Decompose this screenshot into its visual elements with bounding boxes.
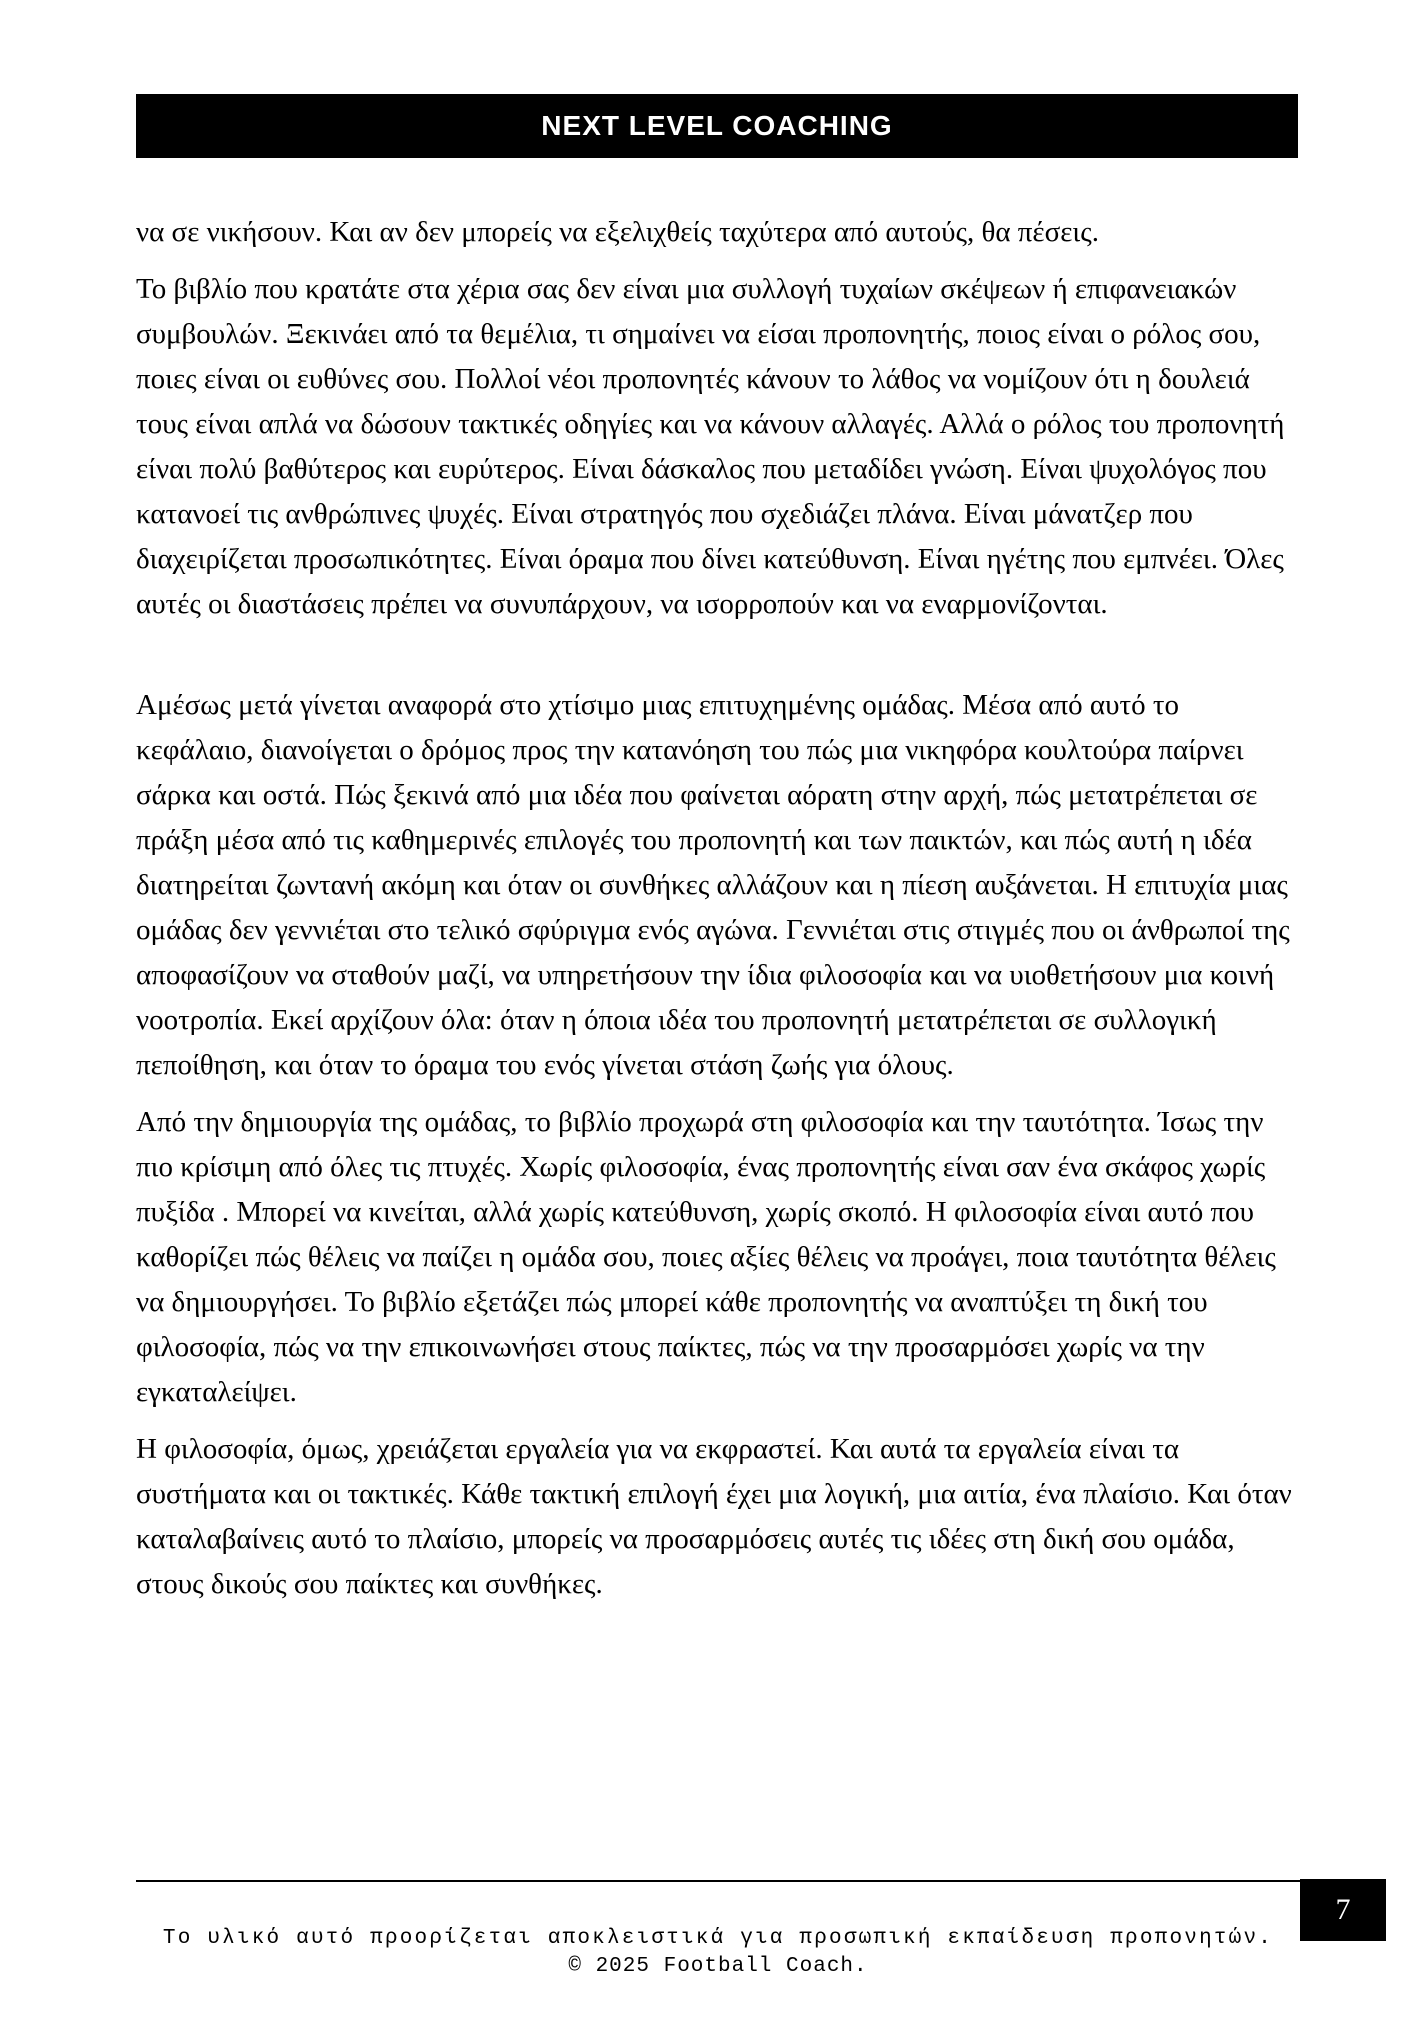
footer-divider	[136, 1880, 1300, 1882]
paragraph-2: Το βιβλίο που κρατάτε στα χέρια σας δεν είναι μια συλλογή τυχαίων σκέψεων ή επιφανειακών συμβουλών. Ξεκινάει από τα θεμέλια, τι σημαίνει να είσαι προπονητής, ποιος είναι ο ρόλος σου, ποιες είναι οι ευθύνες σου. Πολλοί νέοι προπονητές κάνουν το λάθος να νομίζουν ότι η δουλειά τους είναι απλά να δώσουν τακτικές οδηγίες και να κάνουν αλλαγές. Αλλά ο ρόλος του προπονητή είναι πολύ βαθύτερος και ευρύτερος. Είναι δάσκαλος που μεταδίδει γνώση. Είναι ψυχολόγος που κατανοεί τις ανθρώπινες ψυχές. Είναι στρατηγός που σχεδιάζει πλάνα. Είναι μάνατζερ που διαχειρίζεται προσωπικότητες. Είναι όραμα που δίνει κατεύθυνση. Είναι ηγέτης που εμπνέει. Όλες αυτές οι διαστάσεις πρέπει να συνυπάρχουν, να ισορροπούν και να εναρμονίζονται.	[136, 273, 1285, 620]
body-text	[136, 210, 1302, 1607]
header-bar	[136, 94, 1298, 158]
header-title: NEXT LEVEL COACHING	[541, 110, 893, 141]
paragraph-5: Η φιλοσοφία, όμως, χρειάζεται εργαλεία για να εκφραστεί. Και αυτά τα εργαλεία είναι τα συστήματα και οι τακτικές. Κάθε τακτική επιλογή έχει μια λογική, μια αιτία, ένα πλαίσιο. Και όταν καταλαβαίνεις αυτό το πλαίσιο, μπορείς να προσαρμόσεις αυτές τις ιδέες στη δική σου ομάδα, στους δικούς σου παίκτες και συνθήκες.	[136, 1433, 1292, 1600]
paragraph-1: να σε νικήσουν. Και αν δεν μπορείς να εξελιχθείς ταχύτερα από αυτούς, θα πέσεις.	[136, 216, 1099, 248]
footer-copyright: © 2025 Football Coach.	[568, 1955, 868, 1978]
page-number-box	[1300, 1879, 1386, 1941]
page-number: 7	[1335, 1893, 1351, 1926]
paragraph-3: Αμέσως μετά γίνεται αναφορά στο χτίσιμο μιας επιτυχημένης ομάδας. Μέσα από αυτό το κεφάλαιο, διανοίγεται ο δρόμος προς την κατανόηση του πώς μια νικηφόρα κουλτούρα παίρνει σάρκα και οστά. Πώς ξεκινά από μια ιδέα που φαίνεται αόρατη στην αρχή, πώς μετατρέπεται σε πράξη μέσα από τις καθημερινές επιλογές του προπονητή και των παικτών, και πώς αυτή η ιδέα διατηρείται ζωντανή ακόμη και όταν οι συνθήκες αλλάζουν και η πίεση αυξάνεται. Η επιτυχία μιας ομάδας δεν γεννιέται στο τελικό σφύριγμα ενός αγώνα. Γεννιέται στις στιγμές που οι άνθρωποί της αποφασίζουν να σταθούν μαζί, να υπηρετήσουν την ίδια φιλοσοφία και να υιοθετήσουν μια κοινή νοοτροπία. Εκεί αρχίζουν όλα: όταν η όποια ιδέα του προπονητή μετατρέπεται σε συλλογική πεποίθηση, και όταν το όραμα του ενός γίνεται στάση ζωής για όλους.	[136, 689, 1290, 1081]
footer	[136, 1925, 1300, 1981]
paragraph-4: Από την δημιουργία της ομάδας, το βιβλίο προχωρά στη φιλοσοφία και την ταυτότητα. Ίσως την πιο κρίσιμη από όλες τις πτυχές. Χωρίς φιλοσοφία, ένας προπονητής είναι σαν ένα σκάφος χωρίς πυξίδα . Μπορεί να κινείται, αλλά χωρίς κατεύθυνση, χωρίς σκοπό. Η φιλοσοφία είναι αυτό που καθορίζει πώς θέλεις να παίζει η ομάδα σου, ποιες αξίες θέλεις να προάγει, ποια ταυτότητα θέλεις να δημιουργήσει. Το βιβλίο εξετάζει πώς μπορεί κάθε προπονητής να αναπτύξει τη δική του φιλοσοφία, πώς να την επικοινωνήσει στους παίκτες, πώς να την προσαρμόσει χωρίς να την εγκαταλείψει.	[136, 1106, 1276, 1408]
footer-notice: Το υλικό αυτό προορίζεται αποκλειστικά για προσωπική εκπαίδευση προπονητών.	[162, 1927, 1274, 1950]
